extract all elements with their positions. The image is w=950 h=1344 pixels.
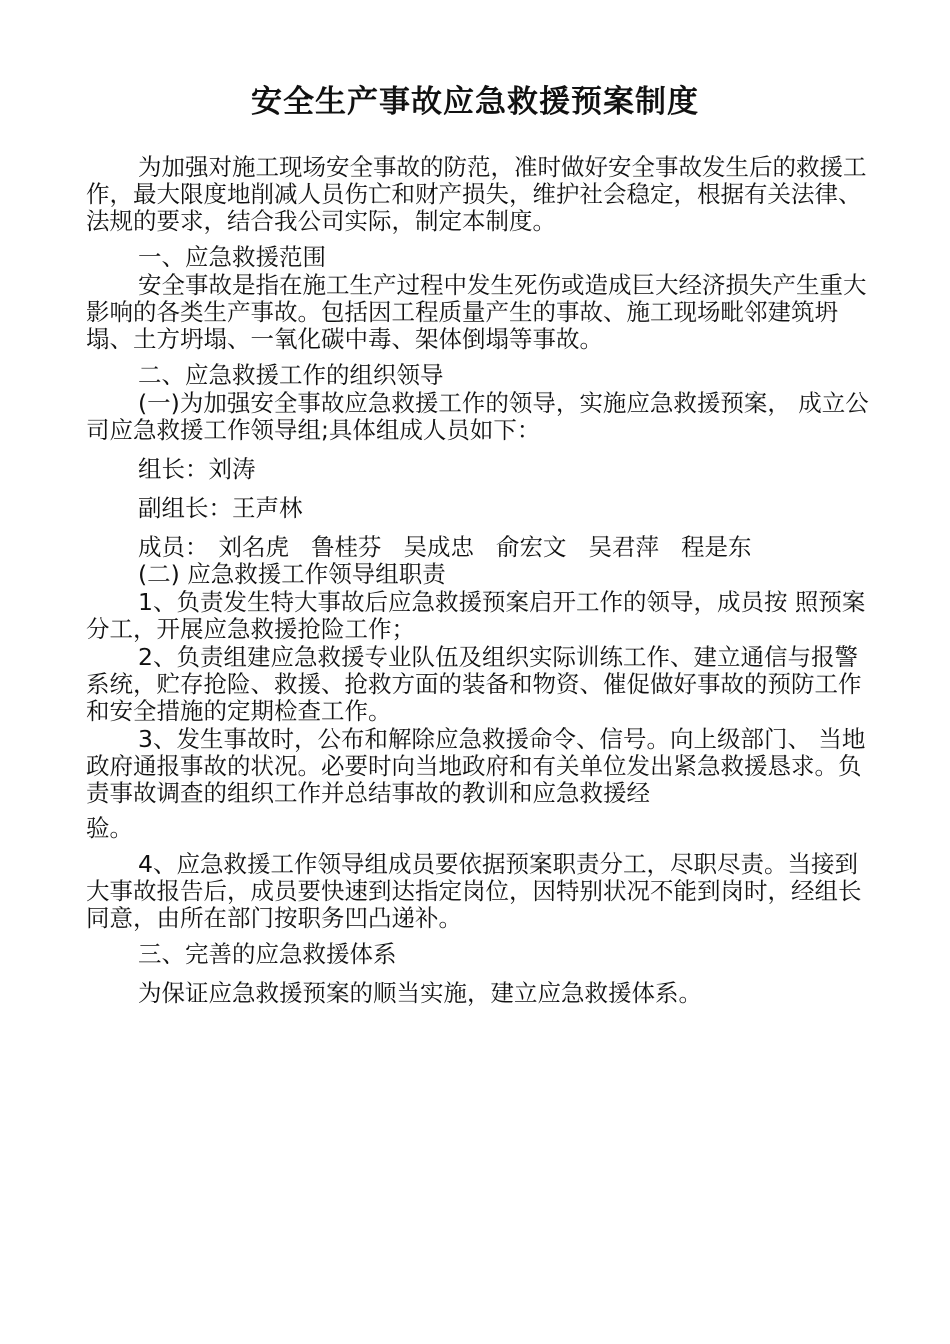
- member-name: 鲁桂芬: [311, 533, 382, 561]
- document-body: [86, 154, 876, 1007]
- members-line: [86, 534, 876, 561]
- section-1-paragraph: 安全事故是指在施工生产过程中发生死伤或造成巨大经济损失产生重大影响的各类生产事故。包括因工程质量产生的事故、施工现场毗邻建筑坍塌、土方坍塌、一氧化碳中毒、架体倒塌等事故。: [86, 271, 867, 353]
- intro-paragraph: 为加强对施工现场安全事故的防范，准时做好安全事故发生后的救援工作，最大限度地削减人员伤亡和财产损失，维护社会稳定，根据有关法律、法规的要求，结合我公司实际，制定本制度。: [86, 153, 867, 235]
- duty-4-paragraph: 4、应急救援工作领导组成员要依据预案职责分工，尽职尽责。当接到大事故报告后，成员要快速到达指定岗位，因特别状况不能到岗时，经组长同意，由所在部门按职务凹凸递补。: [86, 850, 862, 932]
- duty-2-paragraph: 2、负责组建应急救援专业队伍及组织实际训练工作、建立通信与报警系统，贮存抢险、救援、抢救方面的装备和物资、催促做好事故的预防工作和安全措施的定期检查工作。: [86, 643, 862, 725]
- member-name: 吴成忠: [403, 533, 474, 561]
- member-name: 刘名虎: [218, 533, 289, 561]
- deputy-line: 副组长：王声林: [138, 494, 303, 522]
- section-2-sub2-heading: (二) 应急救援工作领导组职责: [138, 560, 446, 588]
- duty-3-tail: 验。: [86, 814, 133, 842]
- member-name: 吴君萍: [588, 533, 659, 561]
- duty-3-paragraph: 3、发生事故时，公布和解除应急救援命令、信号。向上级部门、 当地政府通报事故的状况。必要时向当地政府和有关单位发出紧急救援恳求。负责事故调查的组织工作并总结事故的教训和应急救援经: [86, 725, 866, 807]
- duty-1-paragraph: 1、负责发生特大事故后应急救援预案启开工作的领导，成员按 照预案分工，开展应急救援抢险工作；: [86, 588, 866, 643]
- section-3-heading: 三、完善的应急救援体系: [138, 940, 397, 968]
- document-title: 安全生产事故应急救援预案制度: [251, 84, 699, 120]
- section-3-paragraph: 为保证应急救援预案的顺当实施，建立应急救援体系。: [138, 979, 702, 1007]
- members-label: 成员：: [138, 533, 209, 561]
- section-2-heading: 二、应急救援工作的组织领导: [138, 361, 444, 389]
- section-1-heading: 一、应急救援范围: [138, 243, 326, 271]
- member-name: 程是东: [681, 533, 752, 561]
- leader-line: 组长：刘涛: [138, 455, 256, 483]
- section-2-sub1-paragraph: (一)为加强安全事故应急救援工作的领导，实施应急救援预案， 成立公司应急救援工作领导组;具体组成人员如下：: [86, 389, 869, 444]
- member-name: 俞宏文: [496, 533, 567, 561]
